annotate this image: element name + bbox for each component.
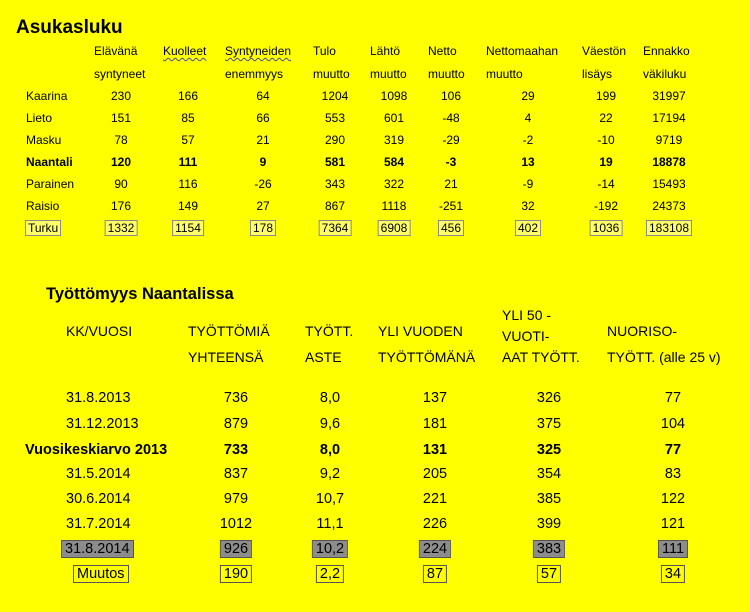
table-cell: 9719 [655,133,683,147]
table-cell: 402 [517,221,539,235]
table-cell: 57 [538,566,560,582]
table-cell: 733 [223,442,249,458]
table-cell: 34 [662,566,684,582]
table-cell: 120 [110,155,132,169]
table-cell: 879 [223,416,249,432]
row-label: Raisio [26,199,60,213]
table-cell: 121 [660,516,686,532]
table-cell: 149 [177,199,199,213]
table-cell: 322 [383,177,405,191]
col-header: YLI 50 - [502,307,552,323]
table-cell: 90 [114,177,128,191]
col-header: TYÖTTÖMÄNÄ [378,349,476,365]
col-header: ASTE [305,349,342,365]
table-cell: 221 [422,491,448,507]
col-header: NUORISO- [607,323,677,339]
table-cell: 17194 [652,111,686,125]
row-label: 30.6.2014 [66,491,131,507]
table-cell: 375 [536,416,562,432]
table-cell: 29 [521,89,535,103]
table-cell: 581 [324,155,346,169]
table-cell: 1154 [175,221,201,235]
col-header: TYÖTT. (alle 25 v) [607,349,721,365]
table-cell: 226 [422,516,448,532]
table-cell: 1118 [381,199,407,213]
table-cell: 1204 [321,89,349,103]
row-label: 31.8.2014 [62,541,133,557]
col-header: lisäys [582,67,613,81]
col-header: Kuolleet [163,44,207,58]
table-cell: 66 [256,111,270,125]
table-cell: -10 [597,133,615,147]
row-label: 31.5.2014 [66,466,131,482]
col-header: enemmyys [225,67,284,81]
table-cell: -29 [442,133,460,147]
table-cell: -251 [438,199,464,213]
row-label: Muutos [74,566,128,582]
table-cell: 584 [383,155,405,169]
table-cell: -3 [445,155,457,169]
table-cell: -14 [597,177,615,191]
col-header: Väestön [582,44,627,58]
table-cell: -48 [442,111,460,125]
row-label: 31.8.2013 [66,390,131,406]
table-cell: 325 [536,442,562,458]
table-cell: 27 [256,199,270,213]
table-cell: 6908 [380,221,408,235]
table-cell: 13 [521,155,535,169]
row-label: Lieto [26,111,53,125]
table-cell: 111 [178,155,198,169]
table-cell: 1098 [380,89,408,103]
table-cell: 85 [181,111,195,125]
table-cell: 8,0 [319,390,341,406]
table-cell: 205 [422,466,448,482]
table-cell: 1036 [592,221,620,235]
table-cell: -2 [522,133,534,147]
row-label: 31.7.2014 [66,516,131,532]
col-header: Ennakko [643,44,690,58]
table-cell: 64 [256,89,270,103]
col-header: muutto [313,67,350,81]
col-header: Lähtö [370,44,401,58]
row-label: Vuosikeskiarvo 2013 [25,442,168,458]
table-cell: 456 [440,221,462,235]
table-cell: 19 [599,155,613,169]
table-cell: 22 [599,111,613,125]
table-cell: 122 [660,491,686,507]
row-label: Parainen [26,177,75,191]
table-cell: 354 [536,466,562,482]
table-cell: 190 [221,566,251,582]
col-header: YHTEENSÄ [188,349,264,365]
table-cell: 926 [221,541,251,557]
table-cell: 116 [178,177,198,191]
table-cell: 151 [110,111,132,125]
col-header: YLI VUODEN [378,323,463,339]
table-cell: -9 [522,177,534,191]
table-cell: 183108 [648,221,690,235]
row-label: 31.12.2013 [66,416,139,432]
row-label: Naantali [26,155,73,169]
table-cell: 9 [259,155,267,169]
col-header: TYÖTTÖMIÄ [188,323,270,339]
table-cell: 553 [324,111,346,125]
table-cell: 1332 [107,221,135,235]
table-cell: 104 [660,416,686,432]
table-cell: 867 [324,199,346,213]
table-cell: 106 [440,89,462,103]
table-cell: 1012 [219,516,253,532]
table-cell: 10,2 [313,541,347,557]
table-cell: 383 [534,541,564,557]
table-cell: 87 [424,566,446,582]
table-cell: 78 [114,133,128,147]
table-cell: 326 [536,390,562,406]
table-cell: 10,7 [315,491,345,507]
table-cell: -192 [593,199,619,213]
col-header: VUOTI- [502,328,550,344]
table-cell: 601 [383,111,405,125]
table-cell: 9,2 [319,466,341,482]
table-cell: 199 [595,89,617,103]
unemployment-title: Työttömyys Naantalissa [46,285,234,303]
col-header: syntyneet [94,67,146,81]
row-label: Kaarina [26,89,68,103]
table-cell: 230 [110,89,132,103]
table-cell: 343 [324,177,346,191]
table-cell: 178 [252,221,274,235]
col-header: TYÖTT. [305,323,354,339]
col-header: Elävänä [94,44,138,58]
col-header: KK/VUOSI [66,323,133,339]
col-header: Tulo [313,44,336,58]
table-cell: 21 [444,177,458,191]
table-cell: 57 [181,133,195,147]
col-header: muutto [486,67,523,81]
table-cell: 7364 [321,221,349,235]
table-cell: 224 [420,541,450,557]
table-cell: 137 [422,390,448,406]
col-header: väkiluku [643,67,687,81]
table-cell: 111 [659,541,687,557]
population-title: Asukasluku [16,17,123,38]
table-cell: 4 [524,111,532,125]
table-cell: 18878 [652,155,686,169]
table-cell: 15493 [652,177,686,191]
col-header: Nettomaahan [486,44,559,58]
table-cell: 8,0 [319,442,341,458]
table-cell: 31997 [652,89,686,103]
table-cell: 181 [422,416,448,432]
table-cell: 166 [177,89,199,103]
table-cell: 77 [664,390,682,406]
table-cell: 24373 [652,199,686,213]
col-header: muutto [428,67,465,81]
row-label: Turku [28,221,59,235]
table-cell: 11,1 [316,516,344,532]
table-cell: 736 [223,390,249,406]
table-cell: 176 [110,199,132,213]
col-header: Syntyneiden [225,44,292,58]
col-header: AAT TYÖTT. [502,349,580,365]
table-cell: 319 [383,133,405,147]
table-cell: 979 [223,491,249,507]
table-cell: 399 [536,516,562,532]
table-cell: 290 [324,133,346,147]
table-cell: 83 [664,466,682,482]
table-cell: 77 [664,442,682,458]
table-cell: 131 [422,442,448,458]
col-header: muutto [370,67,407,81]
table-cell: 385 [536,491,562,507]
table-cell: -26 [254,177,272,191]
col-header: Netto [428,44,457,58]
row-label: Masku [26,133,62,147]
table-cell: 837 [223,466,249,482]
table-cell: 32 [521,199,535,213]
table-cell: 21 [256,133,270,147]
table-cell: 2,2 [317,566,343,582]
table-cell: 9,6 [319,416,341,432]
